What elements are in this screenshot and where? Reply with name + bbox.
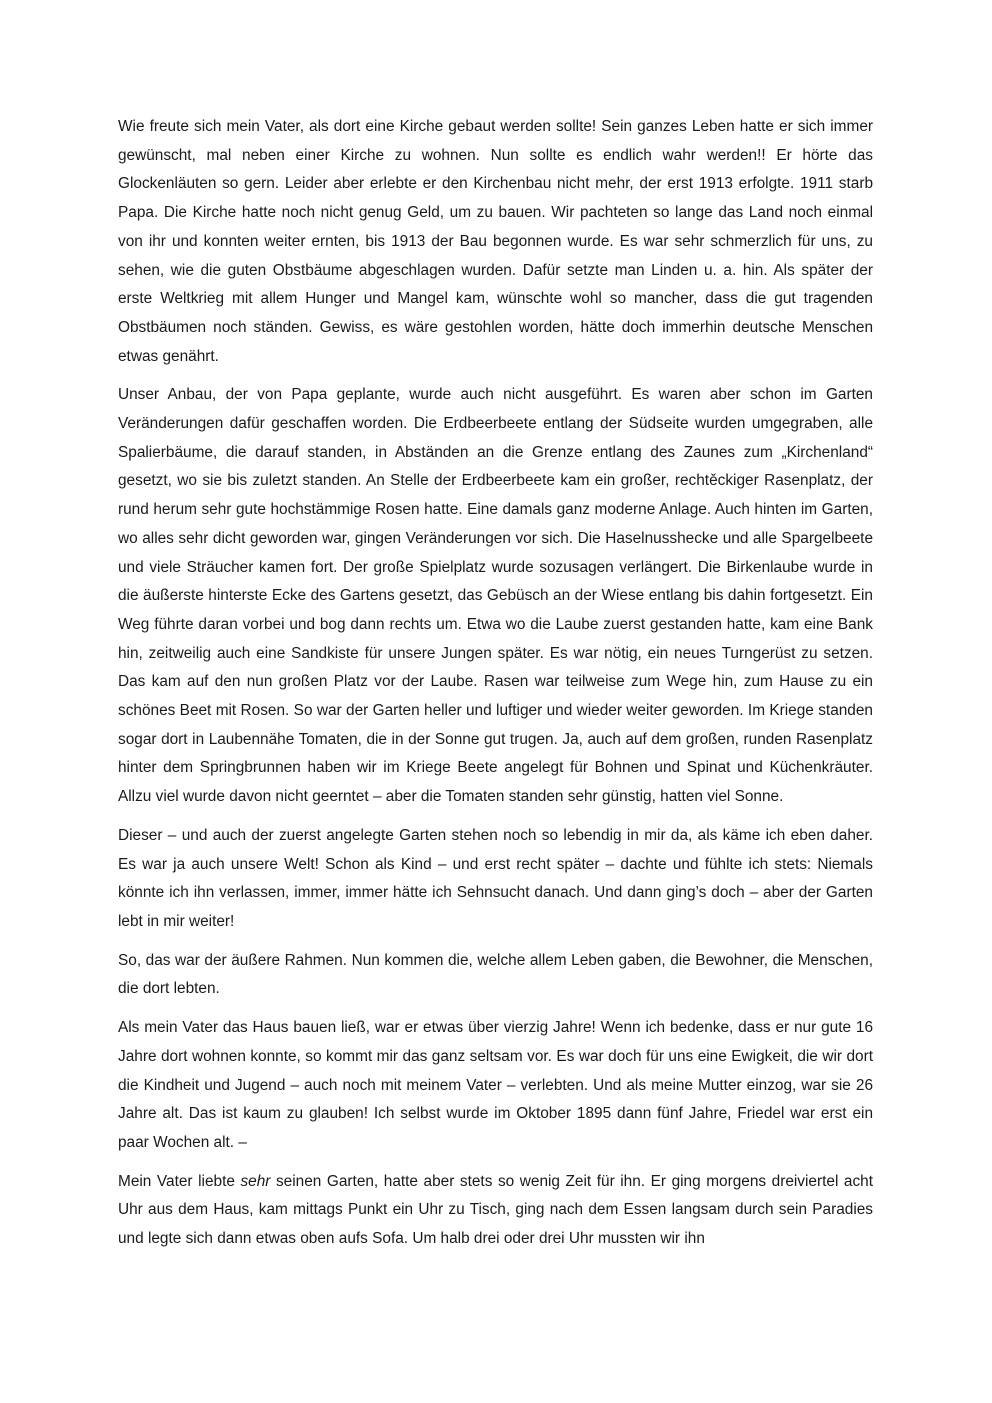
- emphasis-word: sehr: [240, 1172, 271, 1190]
- paragraph-garden-changes: Unser Anbau, der von Papa geplante, wurde auch nicht ausgeführt. Es waren aber schon im Garten Veränderungen dafür geschaffen worden. Die Erdbeerbeete entlang der Südseite wurden umgegraben, alle Spalierbäume, die darauf standen, in Abständen an die Grenze entlang des Zaunes zum „Kirchenland“ gesetzt, wo sie bis zuletzt standen. An Stelle der Erdbeerbeete kam ein großer, rechtěckiger Rasenplatz, der rund herum sehr gute hochstämmige Rosen hatte. Eine damals ganz moderne Anlage. Auch hinten im Garten, wo alles sehr dicht geworden war, gingen Veränderungen vor sich. Die Haselnusshecke und alle Spargelbeete und viele Sträucher kamen fort. Der große Spielplatz wurde sozusagen verlängert. Die Birkenlaube wurde in die äußerste hinterste Ecke des Gartens gesetzt, das Gebüsch an der Wiese entlang bis dahin fortgesetzt. Ein Weg führte daran vorbei und bog dann rechts um. Etwa wo die Laube zuerst gestanden hatte, kam eine Bank hin, zeitweilig auch eine Sandkiste für unsere Jungen später. Es war nötig, ein neues Turngerüst zu setzen. Das kam auf den nun großen Platz vor der Laube. Rasen war teilweise zum Wege hin, zum Hause zu ein schönes Beet mit Rosen. So war der Garten heller und luftiger und wieder weiter geworden. Im Kriege standen sogar dort in Laubennähe Tomaten, die in der Sonne gut trugen. Ja, auch auf dem großen, runden Rasenplatz hinter dem Springbrunnen haben wir im Kriege Beete angelegt für Bohnen und Spinat und Küchenkräuter. Allzu viel wurde davon nicht geerntet – aber die Tomaten standen sehr günstig, hatten viel Sonne.: [118, 386, 873, 806]
- paragraph-church-construction: Wie freute sich mein Vater, als dort eine Kirche gebaut werden sollte! Sein ganzes Leben hatte er sich immer gewünscht, mal neben einer Kirche zu wohnen. Nun sollte es endlich wahr werden!! Er hörte das Glockenläuten so gern. Leider aber erlebte er den Kirchenbau nicht mehr, der erst 1913 erfolgte. 1911 starb Papa. Die Kirche hatte noch nicht genug Geld, um zu bauen. Wir pachteten so lange das Land noch einmal von ihr und konnten weiter ernten, bis 1913 der Bau begonnen wurde. Es war sehr schmerzlich für uns, zu sehen, wie die guten Obstbäume abgeschlagen wurden. Dafür setzte man Linden u. a. hin. Als später der erste Weltkrieg mit allem Hunger und Mangel kam, wünschte wohl so mancher, dass die gut tragenden Obstbäumen noch ständen. Gewiss, es wäre gestohlen worden, hätte doch immerhin deutsche Menschen etwas genährt.: [118, 118, 873, 365]
- paragraph-father-garden-start: Mein Vater liebte: [118, 1172, 241, 1190]
- document-body: [118, 113, 873, 1264]
- paragraph-father-garden: [118, 1168, 873, 1254]
- paragraph-father-garden-rest: seinen Garten, hatte aber stets so wenig Zeit für ihn. Er ging morgens dreiviertel acht Uhr aus dem Haus, kam mittags Punkt ein Uhr zu Tisch, ging nach dem Essen langsam durch sein Paradies und legte sich dann etwas oben aufs Sofa. Um halb drei oder drei Uhr mussten wir ihn: [118, 1172, 874, 1248]
- paragraph-outer-frame: So, das war der äußere Rahmen. Nun kommen die, welche allem Leben gaben, die Bewohner, die Menschen, die dort lebten.: [118, 951, 873, 998]
- paragraph-garden-memories: Dieser – und auch der zuerst angelegte Garten stehen noch so lebendig in mir da, als käme ich eben daher. Es war ja auch unsere Welt! Schon als Kind – und erst recht später – dachte und fühlte ich stets: Niemals könnte ich ihn verlassen, immer, immer hätte ich Sehnsucht danach. Und dann ging’s doch – aber der Garten lebt in mir weiter!: [118, 826, 873, 930]
- paragraph-father-house: Als mein Vater das Haus bauen ließ, war er etwas über vierzig Jahre! Wenn ich bedenke, dass er nur gute 16 Jahre dort wohnen konnte, so kommt mir das ganz seltsam vor. Es war doch für uns eine Ewigkeit, die wir dort die Kindheit und Jugend – auch noch mit meinem Vater – verlebten. Und als meine Mutter einzog, war sie 26 Jahre alt. Das ist kaum zu glauben! Ich selbst wurde im Oktober 1895 dann fünf Jahre, Friedel war erst ein paar Wochen alt. –: [118, 1019, 873, 1151]
